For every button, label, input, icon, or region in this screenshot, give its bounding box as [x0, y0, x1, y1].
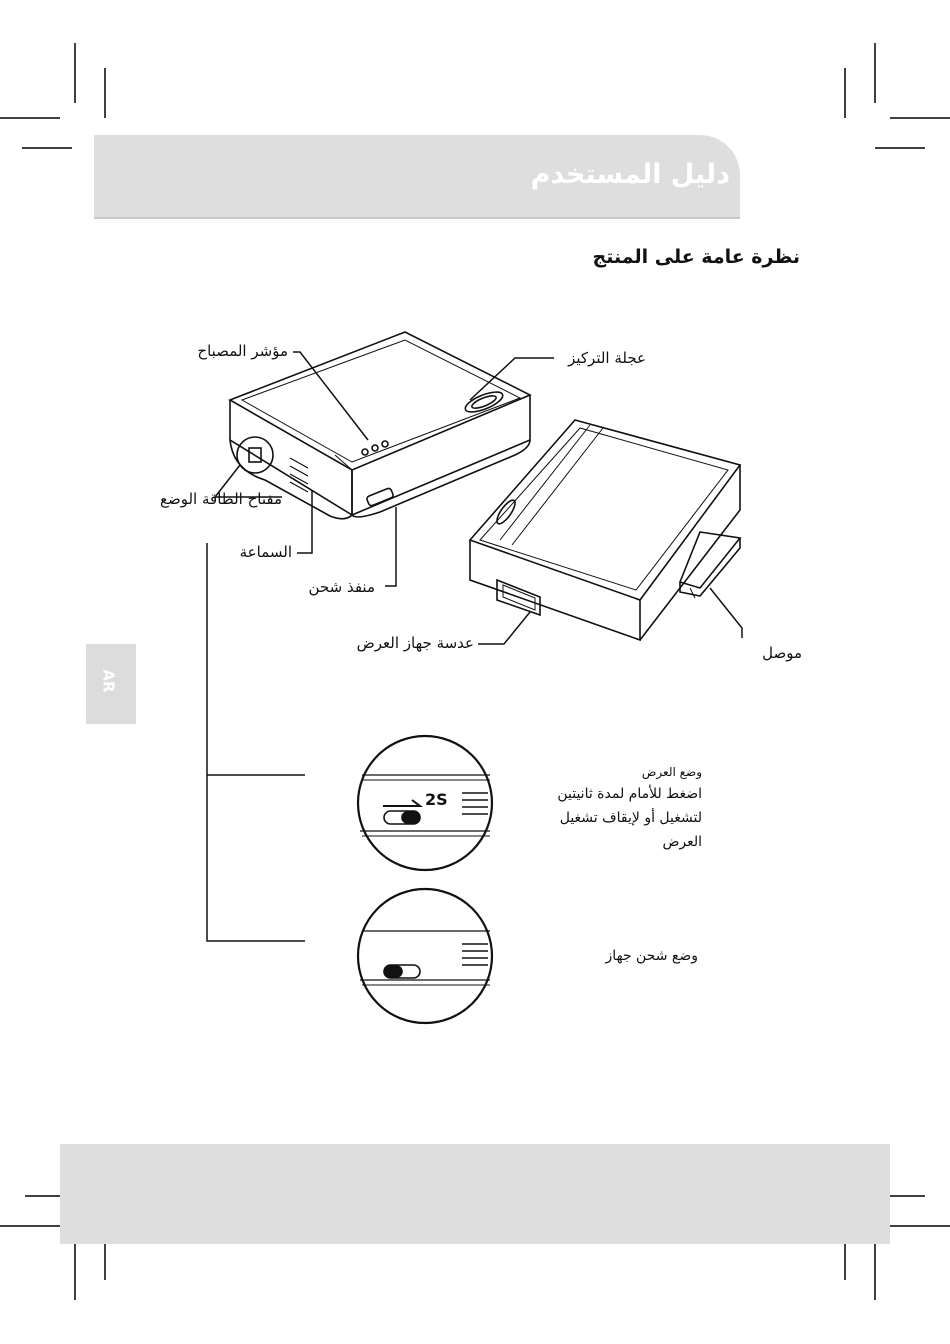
- label-speaker: السماعة: [239, 543, 292, 561]
- language-tab-label: AR: [99, 669, 118, 693]
- charge-mode-title: وضع شحن جهاز: [605, 948, 698, 964]
- label-charging-port: منفذ شحن: [308, 578, 375, 596]
- display-mode-duration-badge: 2S: [425, 790, 448, 809]
- display-mode-note: [502, 762, 702, 854]
- label-projector-lens: عدسة جهاز العرض: [356, 634, 474, 652]
- page-title: دليل المستخدم: [530, 159, 730, 190]
- display-mode-line-3: العرض: [662, 834, 702, 850]
- display-mode-line-2: لتشغيل أو لإيقاف تشغيل: [559, 810, 702, 826]
- projector-rear-view: [470, 420, 740, 640]
- charge-mode-detail: [358, 889, 492, 1023]
- display-mode-title: وضع العرض: [641, 765, 702, 779]
- label-focus-wheel: عجلة التركيز: [568, 349, 646, 367]
- footer-band: [60, 1144, 890, 1244]
- label-connector: موصل: [762, 644, 802, 662]
- label-power-mode-switch: مفتاح الطاقة الوضع: [160, 490, 282, 508]
- label-lamp-indicator: مؤشر المصباح: [197, 342, 288, 360]
- section-title: نظرة عامة على المنتج: [592, 246, 800, 268]
- display-mode-line-1: اضغط للأمام لمدة ثانيتين: [557, 786, 702, 802]
